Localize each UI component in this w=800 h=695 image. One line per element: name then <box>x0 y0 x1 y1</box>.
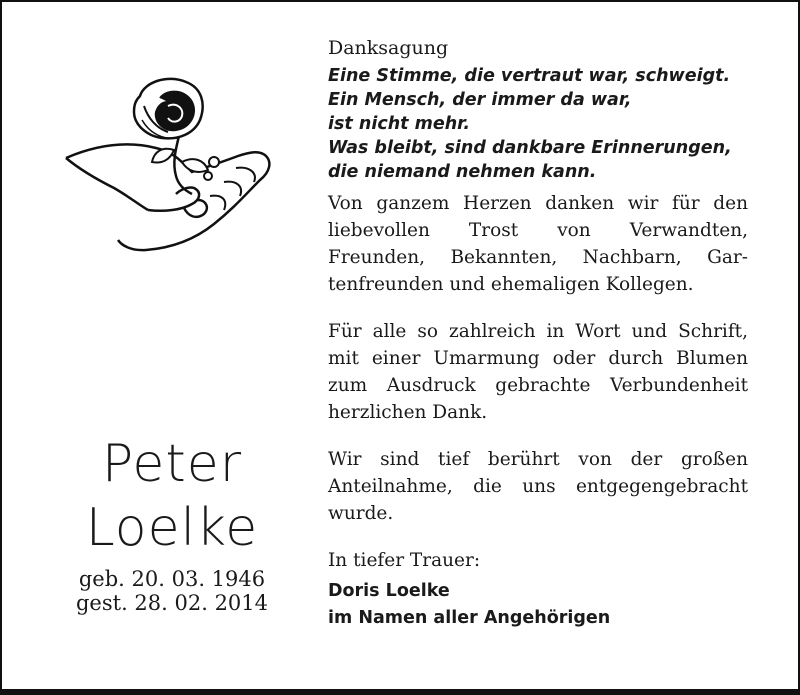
poem-line: Ein Mensch, der immer da war, <box>328 90 632 110</box>
life-dates <box>62 567 282 615</box>
poem-line: die niemand nehmen kann. <box>328 162 597 182</box>
poem-line: Eine Stimme, die vertraut war, schweigt. <box>328 66 731 86</box>
left-column <box>2 2 302 691</box>
bottom-border <box>0 689 800 695</box>
signature <box>328 578 748 632</box>
heading: Danksagung <box>328 37 449 59</box>
poem <box>328 64 748 184</box>
deceased-first-name: Peter <box>101 434 243 494</box>
signature-intro: In tiefer Trauer: <box>328 550 481 571</box>
poem-line: Was bleibt, sind dankbare Erinnerungen, <box>328 138 732 158</box>
right-column <box>328 36 748 632</box>
deceased-last-name: Loelke <box>85 498 259 558</box>
death-date: gest. 28. 02. 2014 <box>75 591 269 615</box>
poem-line: ist nicht mehr. <box>328 114 470 134</box>
thanks-paragraph: Von ganzem Herzen danken wir für den liebevollen Trost von Verwandten, Freunden, Bekannten, Nachbarn, Gartenfreunden und ehemaligen Kollegen. <box>328 193 748 295</box>
thanks-paragraph: Wir sind tief berührt von der großen Anteilnahme, die uns entgegengebracht wurde. <box>328 449 748 524</box>
rose-in-hand-icon <box>64 76 280 254</box>
signature-line: im Namen aller Angehörigen <box>328 608 611 628</box>
signature-line: Doris Loelke <box>328 581 450 601</box>
thanks-paragraph: Für alle so zahlreich in Wort und Schrift, mit einer Umarmung oder durch Blumen zum Ausdruck gebrachte Verbundenheit herzlichen Dank. <box>328 321 748 423</box>
birth-date: geb. 20. 03. 1946 <box>78 567 266 591</box>
